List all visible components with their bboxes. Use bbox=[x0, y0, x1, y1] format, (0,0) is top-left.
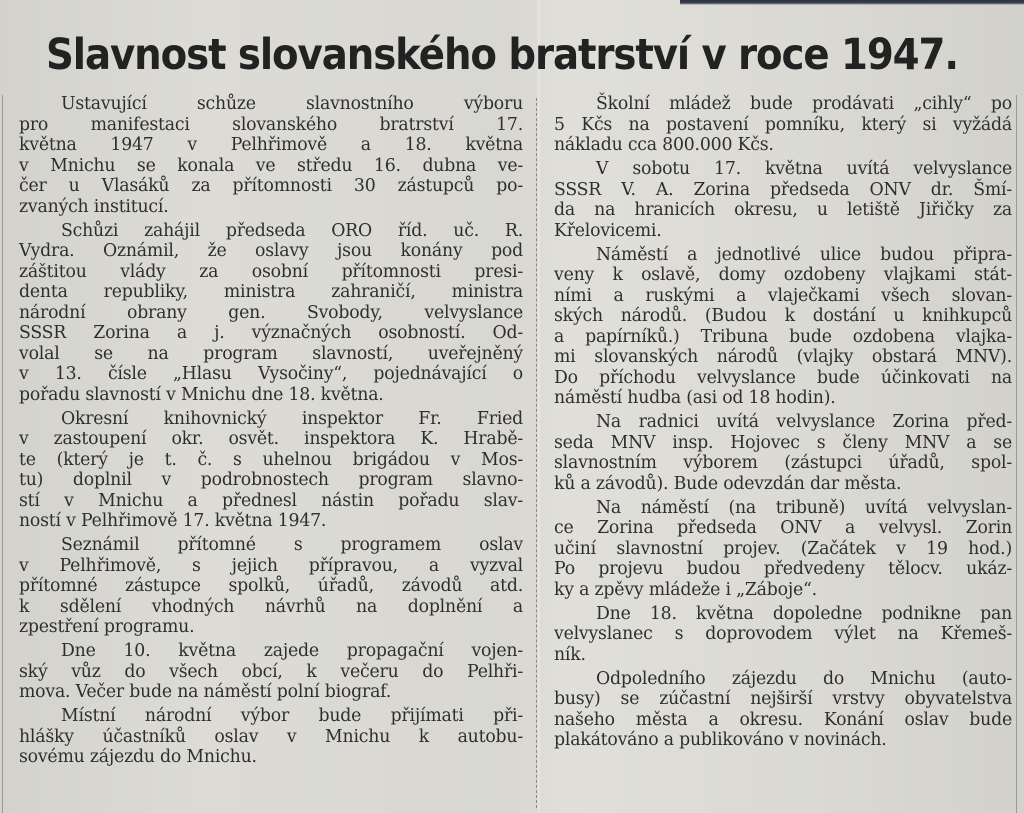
text-line: 5 Kčs na postavení pomníku, který si vyžádá bbox=[554, 114, 1012, 135]
text-line: v Mnichu se konala ve středu 16. dubna ve- bbox=[19, 155, 523, 176]
article-paragraph bbox=[19, 94, 523, 217]
text-line: te (který je t. č. s uhelnou brigádou v Mos- bbox=[19, 449, 523, 470]
text-line: národní obrany gen. Svobody, velvyslance bbox=[19, 302, 523, 323]
text-line: k sdělení vhodných návrhů na doplnění a bbox=[19, 596, 523, 617]
text-line: Okresní knihovnický inspektor Fr. Fried bbox=[61, 408, 523, 429]
text-line: ník. bbox=[554, 644, 586, 665]
text-line: ce Zorina předseda ONV a velvysl. Zorin bbox=[554, 518, 1012, 538]
text-line: Dne 10. května zajede propagační vojen- bbox=[61, 641, 523, 661]
text-line: přítomné zástupce spolků, úřadů, závodů atd. bbox=[19, 576, 523, 596]
text-line: mova. Večer bude na náměstí polní biograf. bbox=[19, 682, 392, 702]
text-line: zvaných institucí. bbox=[19, 196, 169, 217]
text-line: ků a závodů). Bude odevzdán dar města. bbox=[554, 473, 902, 494]
text-line: ností v Pelhřimově 17. května 1947. bbox=[19, 511, 327, 531]
text-line: veny k oslavě, domy ozdobeny vlajkami stát- bbox=[554, 265, 1012, 285]
text-line: ský vůz do všech obcí, k večeru do Pelhři- bbox=[19, 661, 523, 682]
text-line: v Pelhřimově, s jejich přípravou, a vyzval bbox=[19, 555, 523, 576]
text-line: plakátováno a publikováno v novinách. bbox=[554, 730, 887, 750]
text-line: a papírníků.) Tribuna bude ozdobena vlajka- bbox=[554, 326, 1012, 347]
text-line: ky a zpěvy mládeže i „Záboje“. bbox=[554, 579, 817, 600]
text-line: volal se na program slavností, uveřejněný bbox=[19, 343, 523, 364]
article-paragraph bbox=[554, 159, 1012, 241]
text-line: SSSR Zorina a j. význačných osobností. Od- bbox=[19, 323, 523, 343]
text-line: Na náměstí (na tribuně) uvítá velvyslan- bbox=[596, 497, 1012, 518]
text-line: V sobotu 17. května uvítá velvyslance bbox=[596, 159, 1012, 179]
text-line: zpestření programu. bbox=[19, 617, 195, 637]
article-paragraph bbox=[19, 706, 523, 768]
article-paragraph bbox=[554, 94, 1012, 156]
column-divider bbox=[536, 98, 538, 808]
text-line: SSSR V. A. Zorina předseda ONV dr. Šmí- bbox=[554, 179, 1012, 200]
text-line: května 1947 v Pelhřimově a 18. května bbox=[19, 135, 523, 155]
text-line: ských národů. (Budou k dostání u knihkupců bbox=[554, 306, 1012, 326]
text-line: učiní slavnostní projev. (Začátek v 19 hod.) bbox=[554, 538, 1012, 559]
text-line: čer u Vlasáků za přítomnosti 30 zástupců po- bbox=[19, 176, 523, 196]
left-border-rule bbox=[2, 95, 3, 813]
text-line: v 13. čísle „Hlasu Vysočiny“, pojednávající o bbox=[19, 364, 523, 384]
text-line: denta republiky, ministra zahraničí, ministra bbox=[19, 282, 523, 302]
text-line: mi slovanských národů (vlajky obstará MNV). bbox=[554, 347, 1012, 367]
text-line: Odpoledního zájezdu do Mnichu (auto- bbox=[596, 668, 1012, 689]
article-paragraph bbox=[554, 498, 1012, 601]
article-paragraph bbox=[554, 669, 1012, 751]
text-line: da na hranicích okresu, u letiště Jiřičky za bbox=[554, 200, 1012, 220]
article-paragraph bbox=[554, 604, 1012, 666]
text-line: Dne 18. května dopoledne podnikne pan bbox=[596, 603, 1012, 624]
text-line: Do příchodu velvyslance bude účinkovati na bbox=[554, 367, 1012, 388]
text-line: nákladu cca 800.000 Kčs. bbox=[554, 135, 774, 155]
text-line: velvyslanec s doprovodem výlet na Křemeš- bbox=[554, 624, 1012, 644]
text-line: tu) doplnil v podrobnostech program slavno- bbox=[19, 470, 523, 490]
text-line: Školní mládež bude prodávati „cihly“ po bbox=[596, 94, 1012, 114]
text-line: busy) se zúčastní nejširší vrstvy obyvatelstva bbox=[554, 689, 1012, 709]
text-line: Náměstí a jednotlivé ulice budou připra- bbox=[596, 244, 1012, 265]
text-line: hlášky účastníků oslav v Mnichu k autobu- bbox=[19, 726, 523, 747]
text-line: Po projevu budou předvedeny tělocv. ukáz- bbox=[554, 559, 1012, 579]
paper-fold bbox=[538, 0, 540, 813]
article-paragraph bbox=[19, 221, 523, 406]
text-line: Ustavující schůze slavnostního výboru bbox=[61, 94, 523, 114]
text-line: sovému zájezdu do Mnichu. bbox=[19, 747, 257, 767]
text-line: našeho města a okresu. Konání oslav bude bbox=[554, 709, 1012, 730]
text-line: záštitou vlády za osobní přítomnosti presi- bbox=[19, 261, 523, 282]
text-line: pořadu slavností v Mnichu dne 18. května. bbox=[19, 384, 384, 405]
article-paragraph bbox=[554, 412, 1012, 494]
article-headline: Slavnost slovanského bratrství v roce 1947. bbox=[46, 30, 958, 80]
right-border-rule bbox=[1016, 95, 1017, 813]
text-line: ními a ruskými a vlaječkami všech slovan- bbox=[554, 285, 1012, 306]
text-line: Na radnici uvítá velvyslance Zorina před- bbox=[596, 412, 1012, 432]
article-paragraph bbox=[19, 409, 523, 532]
text-line: Místní národní výbor bude přijímati při- bbox=[61, 706, 523, 726]
text-line: Křelovicemi. bbox=[554, 220, 662, 241]
article-paragraph bbox=[19, 641, 523, 703]
right-column bbox=[554, 94, 1012, 754]
text-line: Seznámil přítomné s programem oslav bbox=[61, 535, 523, 555]
text-line: slavnostním výborem (zástupci úřadů, spol- bbox=[554, 453, 1012, 473]
text-line: náměstí hudba (asi od 18 hodin). bbox=[554, 388, 836, 408]
text-line: Vydra. Oznámil, že oslavy jsou konány pod bbox=[19, 241, 523, 261]
text-line: pro manifestaci slovanského bratrství 17. bbox=[19, 114, 523, 135]
photo-edge-strip bbox=[680, 0, 1024, 5]
text-line: Schůzi zahájil předseda ORO říd. uč. R. bbox=[61, 220, 523, 241]
text-line: stí v Mnichu a přednesl nástin pořadu slav- bbox=[19, 490, 523, 511]
left-column bbox=[19, 94, 523, 771]
text-line: seda MNV insp. Hojovec s členy MNV a se bbox=[554, 432, 1012, 453]
text-line: v zastoupení okr. osvět. inspektora K. Hrabě- bbox=[19, 429, 523, 449]
article-paragraph bbox=[19, 535, 523, 638]
article-paragraph bbox=[554, 245, 1012, 409]
